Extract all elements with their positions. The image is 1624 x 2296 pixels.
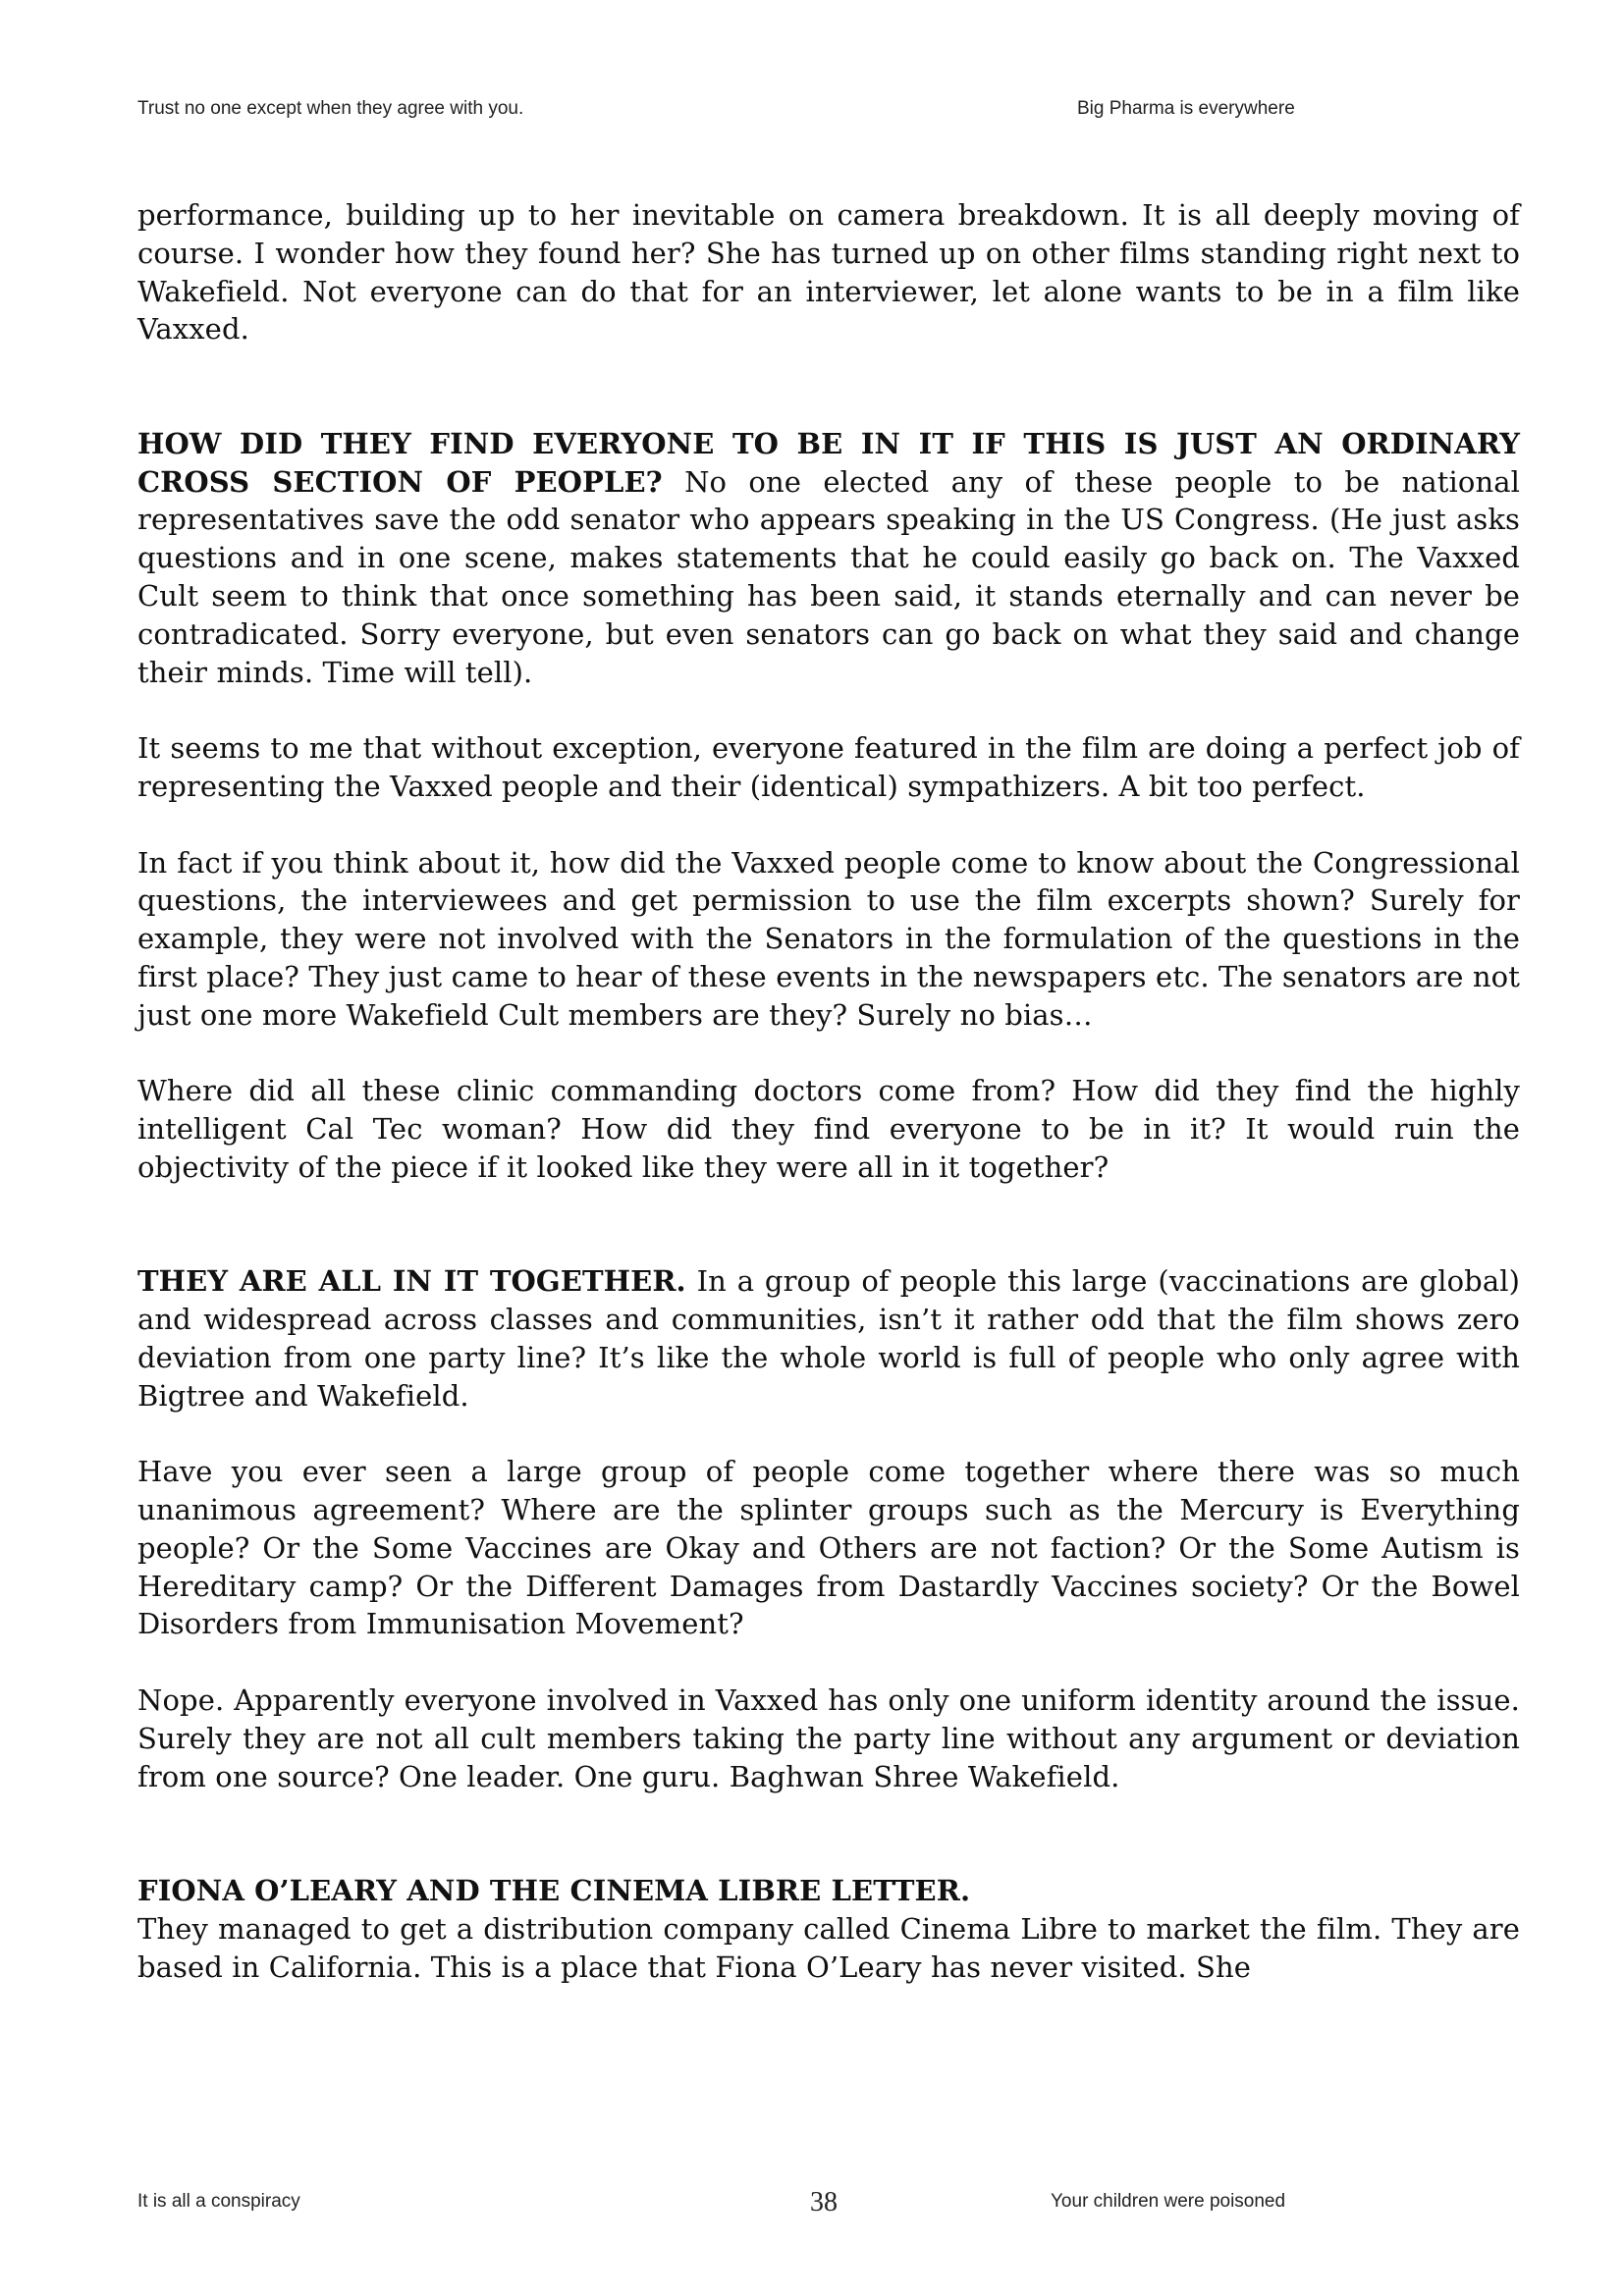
page-body xyxy=(137,196,1520,1986)
paragraph: Nope. Apparently everyone involved in Vaxxed has only one uniform identity around the issue. Surely they are not all cult members taking the party line without any argument or deviation from one source? One leader. One guru. Baghwan Shree Wakefield. xyxy=(137,1683,1520,1793)
paragraph: Where did all these clinic commanding doctors come from? How did they find the highly intelligent Cal Tec woman? How did they find everyone to be in it? It would ruin the objectivity of the piece if it looked like they were all in it together? xyxy=(137,1074,1520,1184)
section-text: In a group of people this large (vaccinations are global) and widespread across classes and communities, isn’t it rather odd that the film shows zero deviation from one party line? It’s like the whole world is full of people who only agree with Bigtree and Wakefield. xyxy=(137,1264,1520,1413)
paragraph: It seems to me that without exception, everyone featured in the film are doing a perfect job of representing the Vaxxed people and their (identical) sympathizers. A bit too perfect. xyxy=(137,731,1520,803)
page-number: 38 xyxy=(810,2187,838,2217)
section-heading: HOW DID THEY FIND EVERYONE TO BE IN IT IF THIS IS JUST AN ORDINARY CROSS SECTION OF PEOPLE? xyxy=(137,426,1520,499)
section-heading-block xyxy=(137,1872,1520,1910)
paragraph: Have you ever seen a large group of people come together where there was so much unanimous agreement? Where are the splinter groups such as the Mercury is Everything people? Or the Some Vaccines are Okay and Others are not faction? Or the Some Autism is Hereditary camp? Or the Different Damages from Dastardly Vaccines society? Or the Bowel Disorders from Immunisation Movement? xyxy=(137,1455,1520,1641)
running-footer-left: It is all a conspiracy xyxy=(137,2191,300,2212)
section-heading: FIONA O’LEARY AND THE CINEMA LIBRE LETTER. xyxy=(137,1874,971,1908)
paragraph: In fact if you think about it, how did the Vaxxed people come to know about the Congressional questions, the interviewees and get permission to use the film excerpts shown? Surely for example, they were not involved with the Senators in the formulation of the questions in the first place? They just came to hear of these events in the newspapers etc. The senators are not just one more Wakefield Cult members are they? Surely no bias… xyxy=(137,845,1520,1032)
paragraph: They managed to get a distribution company called Cinema Libre to market the film. They are based in California. This is a place that Fiona O’Leary has never visited. She xyxy=(137,1911,1520,1984)
section-paragraph xyxy=(137,1262,1520,1415)
paragraph: performance, building up to her inevitable on camera breakdown. It is all deeply moving of course. I wonder how they found her? She has turned up on other films standing right next to Wakefield. Not everyone can do that for an interviewer, let alone wants to be in a film like Vaxxed. xyxy=(137,198,1520,347)
section-paragraph xyxy=(137,425,1520,692)
running-header-right: Big Pharma is everywhere xyxy=(1077,98,1295,119)
running-header-left: Trust no one except when they agree with you. xyxy=(137,98,524,119)
section-heading: THEY ARE ALL IN IT TOGETHER. xyxy=(137,1264,686,1299)
section-text: No one elected any of these people to be national representatives save the odd senator who appears speaking in the US Congress. (He just asks questions and in one scene, makes statements that he could easily go back on. The Vaxxed Cult seem to think that once something has been said, it stands eternally and can never be contradicated. Sorry everyone, but even senators can go back on what they said and change their minds. Time will tell). xyxy=(137,464,1520,689)
running-footer-right: Your children were poisoned xyxy=(1051,2191,1286,2212)
